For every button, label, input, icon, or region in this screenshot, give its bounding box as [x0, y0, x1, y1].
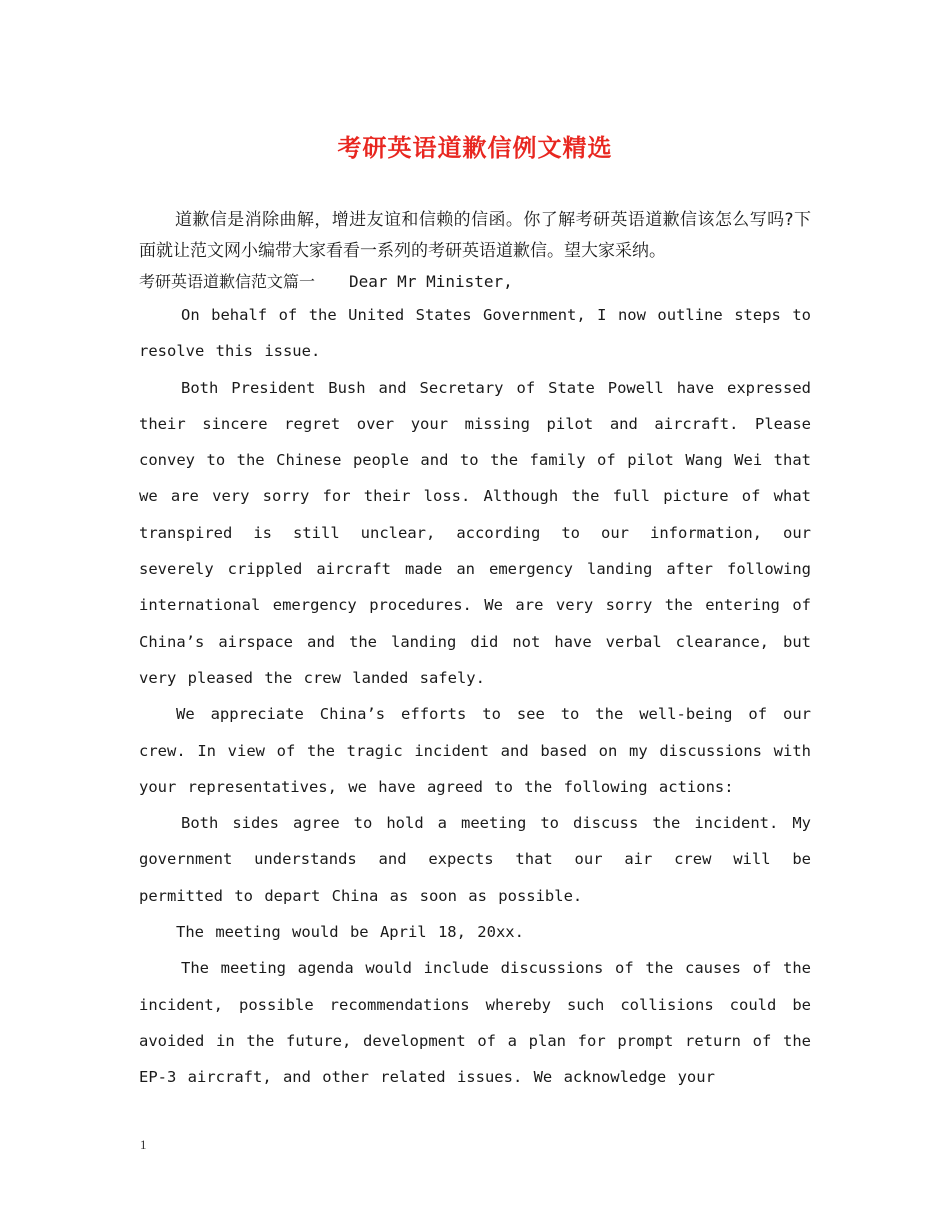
intro-paragraph: 道歉信是消除曲解，增进友谊和信赖的信函。你了解考研英语道歉信该怎么写吗?下面就让范文网小编带大家看看一系列的考研英语道歉信。望大家采纳。 — [139, 210, 811, 261]
letter-paragraph: The meeting agenda would include discussions of the causes of the incident, possible recommendations whereby such collisions could be avoided in the future, development of a plan for prompt return of the EP-3 aircraft, and other related issues. We acknowledge your — [139, 959, 811, 1087]
document-body — [139, 205, 811, 1096]
document-title: 考研英语道歉信例文精选 — [337, 134, 613, 162]
sample-heading-line — [139, 267, 811, 297]
letter-paragraph: We appreciate China’s efforts to see to the well-being of our crew. In view of the tragic incident and based on my discussions with your representatives, we have agreed to the following actions: — [139, 705, 811, 796]
salutation: Dear Mr Minister, — [349, 272, 513, 291]
letter-paragraph: Both sides agree to hold a meeting to discuss the incident. My government understands and expects that our air crew will be permitted to depart China as soon as possible. — [139, 814, 811, 905]
letter-paragraph: Both President Bush and Secretary of State Powell have expressed their sincere regret over your missing pilot and aircraft. Please convey to the Chinese people and to the family of pilot Wang Wei that we are very sorry for their loss. Although the full picture of what transpired is still unclear, according to our information, our severely crippled aircraft made an emergency landing after following international emergency procedures. We are very sorry the entering of China’s airspace and the landing did not have verbal clearance, but very pleased the crew landed safely. — [139, 378, 811, 687]
sample-heading: 考研英语道歉信范文篇一 — [139, 272, 316, 291]
page-number: 1 — [140, 1137, 147, 1152]
letter-paragraph: On behalf of the United States Government, I now outline steps to resolve this issue. — [139, 306, 811, 361]
letter-paragraph: The meeting would be April 18, 20xx. — [176, 923, 524, 942]
